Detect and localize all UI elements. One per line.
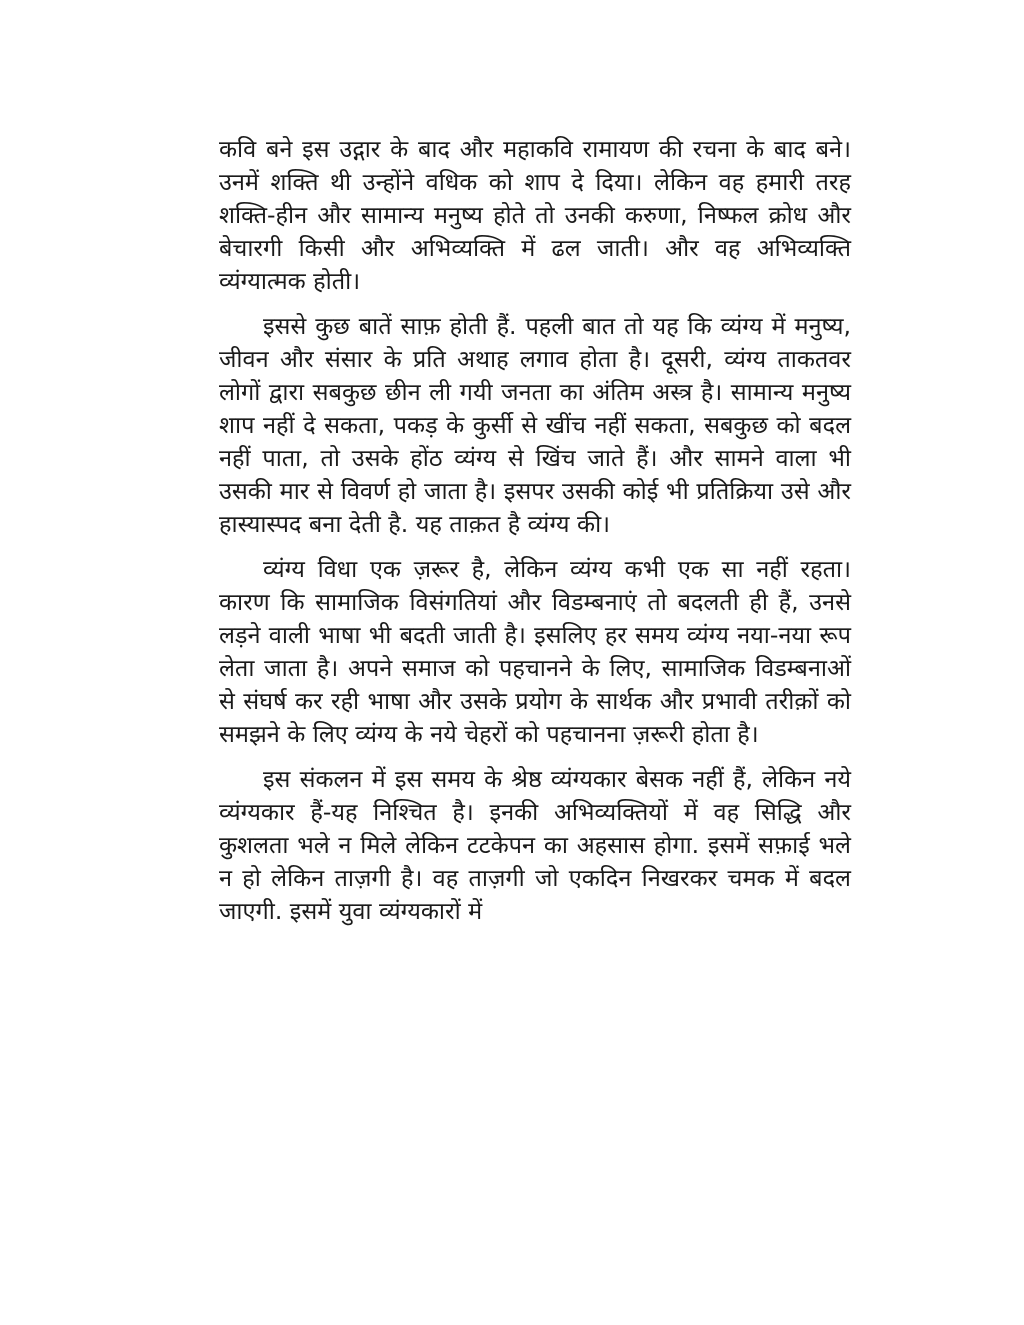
paragraph-4: इस संकलन में इस समय के श्रेष्ठ व्यंग्यकार बेसक नहीं हैं, लेकिन नये व्यंग्यकार हैं-यह निश्चित है। इनकी अभिव्यक्तियों में वह सिद्धि और कुशलता भले न मिले लेकिन टटकेपन का अहसास होगा. इसमें सफ़ाई भले न हो लेकिन ताज़गी है। वह ताज़गी जो एकदिन निखरकर चमक में बदल जाएगी. इसमें युवा व्यंग्यकारों में [219, 765, 851, 925]
paragraph-2: इससे कुछ बातें साफ़ होती हैं. पहली बात तो यह कि व्यंग्य में मनुष्य, जीवन और संसार के प्रति अथाह लगाव होता है। दूसरी, व्यंग्य ताकतवर लोगों द्वारा सबकुछ छीन ली गयी जनता का अंतिम अस्त्र है। सामान्य मनुष्य शाप नहीं दे सकता, पकड़ के कुर्सी से खींच नहीं सकता, सबकुछ को बदल नहीं पाता, तो उसके होंठ व्यंग्य से खिंच जाते हैं। और सामने वाला भी उसकी मार से विवर्ण हो जाता है। इसपर उसकी कोई भी प्रतिक्रिया उसे और हास्यास्पद बना देती है. यह ताक़त है व्यंग्य की। [219, 312, 851, 538]
paragraph-3: व्यंग्य विधा एक ज़रूर है, लेकिन व्यंग्य कभी एक सा नहीं रहता। कारण कि सामाजिक विसंगतियां और विडम्बनाएं तो बदलती ही हैं, उनसे लड़ने वाली भाषा भी बदती जाती है। इसलिए हर समय व्यंग्य नया-नया रूप लेता जाता है। अपने समाज को पहचानने के लिए, सामाजिक विडम्बनाओं से संघर्ष कर रही भाषा और उसके प्रयोग के सार्थक और प्रभावी तरीक़ों को समझने के लिए व्यंग्य के नये चेहरों को पहचानना ज़रूरी होता है। [219, 555, 851, 748]
paragraph-1: कवि बने इस उद्गार के बाद और महाकवि रामायण की रचना के बाद बने। उनमें शक्ति थी उन्होंने वधिक को शाप दे दिया। लेकिन वह हमारी तरह शक्ति-हीन और सामान्य मनुष्य होते तो उनकी करुणा, निष्फल क्रोध और बेचारगी किसी और अभिव्यक्ति में ढल जाती। और वह अभिव्यक्ति व्यंग्यात्मक होती। [219, 135, 851, 295]
body-text [219, 133, 851, 940]
